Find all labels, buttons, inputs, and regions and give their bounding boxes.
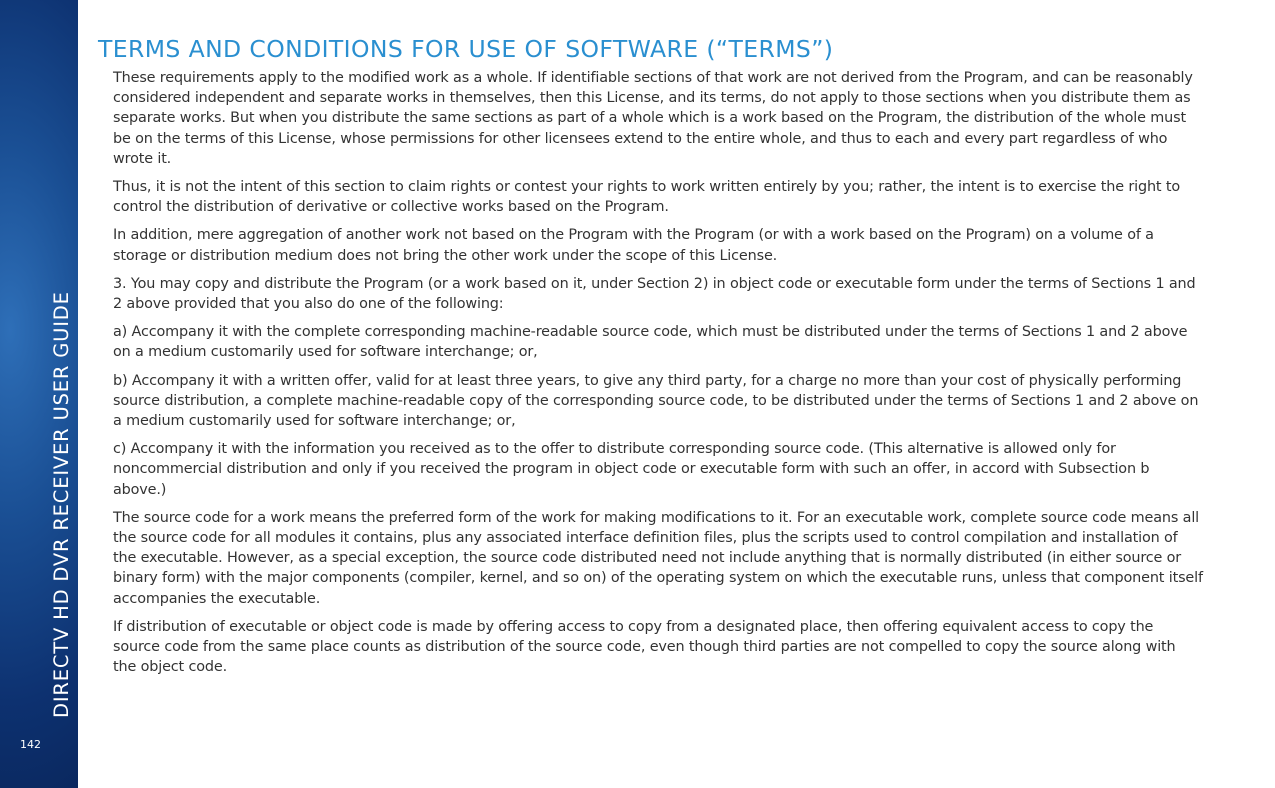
page-title: TERMS AND CONDITIONS FOR USE OF SOFTWARE (“TERMS”) — [98, 35, 834, 63]
paragraph-section-3: 3. You may copy and distribute the Program (or a work based on it, under Section 2) in object code or executable form under the terms of Sections 1 and 2 above provided that you also do one of the following: — [113, 275, 1196, 313]
sidebar-band — [0, 0, 78, 788]
main-content — [98, 34, 1203, 677]
paragraph-modified-work: These requirements apply to the modified work as a whole. If identifiable sections of that work are not derived from the Program, and can be reasonably considered independent and separate works in themselves, then this License, and its terms, do not apply to those sections when you distribute them as separate works. But when you distribute the same sections as part of a whole which is a work based on the Program, the distribution of the whole must be on the terms of this License, whose permissions for other licensees extend to the entire whole, and thus to each and every part regardless of who wrote it. — [113, 70, 1193, 167]
paragraph-option-c: c) Accompany it with the information you received as to the offer to distribute corresponding source code. (This alternative is allowed only for noncommercial distribution and only if you received the program in object code or executable form with such an offer, in accord with Subsection b above.) — [113, 441, 1150, 498]
paragraph-intent: Thus, it is not the intent of this section to claim rights or contest your rights to work written entirely by you; rather, the intent is to exercise the right to control the distribution of derivative or collective works based on the Program. — [113, 179, 1180, 216]
paragraph-option-a: a) Accompany it with the complete corresponding machine-readable source code, which must be distributed under the terms of Sections 1 and 2 above on a medium customarily used for software interchange; or, — [113, 324, 1188, 361]
paragraph-aggregation: In addition, mere aggregation of another work not based on the Program with the Program (or with a work based on the Program) on a volume of a storage or distribution medium does not bring the other work under the scope of this License. — [113, 227, 1154, 264]
paragraph-source-code-definition: The source code for a work means the preferred form of the work for making modifications to it. For an executable work, complete source code means all the source code for all modules it contains, plus any associated interface definition files, plus the scripts used to control compilation and installation of the executable. However, as a special exception, the source code distributed need not include anything that is normally distributed (in either source or binary form) with the major components (compiler, kernel, and so on) of the operating system on which the executable runs, unless that component itself accompanies the executable. — [113, 509, 1203, 607]
paragraph-distribution-access: If distribution of executable or object code is made by offering access to copy from a designated place, then offering equivalent access to copy the source code from the same place counts as distribution of the source code, even though third parties are not compelled to copy the source along with the object code. — [113, 618, 1176, 676]
page-number: 142 — [20, 738, 41, 751]
paragraph-option-b: b) Accompany it with a written offer, valid for at least three years, to give any third party, for a charge no more than your cost of physically performing source distribution, a complete machine-readable copy of the corresponding source code, to be distributed under the terms of Sections 1 and 2 above on a medium customarily used for software interchange; or, — [113, 372, 1199, 430]
guide-title: DIRECTV HD DVR RECEIVER USER GUIDE — [50, 291, 73, 718]
